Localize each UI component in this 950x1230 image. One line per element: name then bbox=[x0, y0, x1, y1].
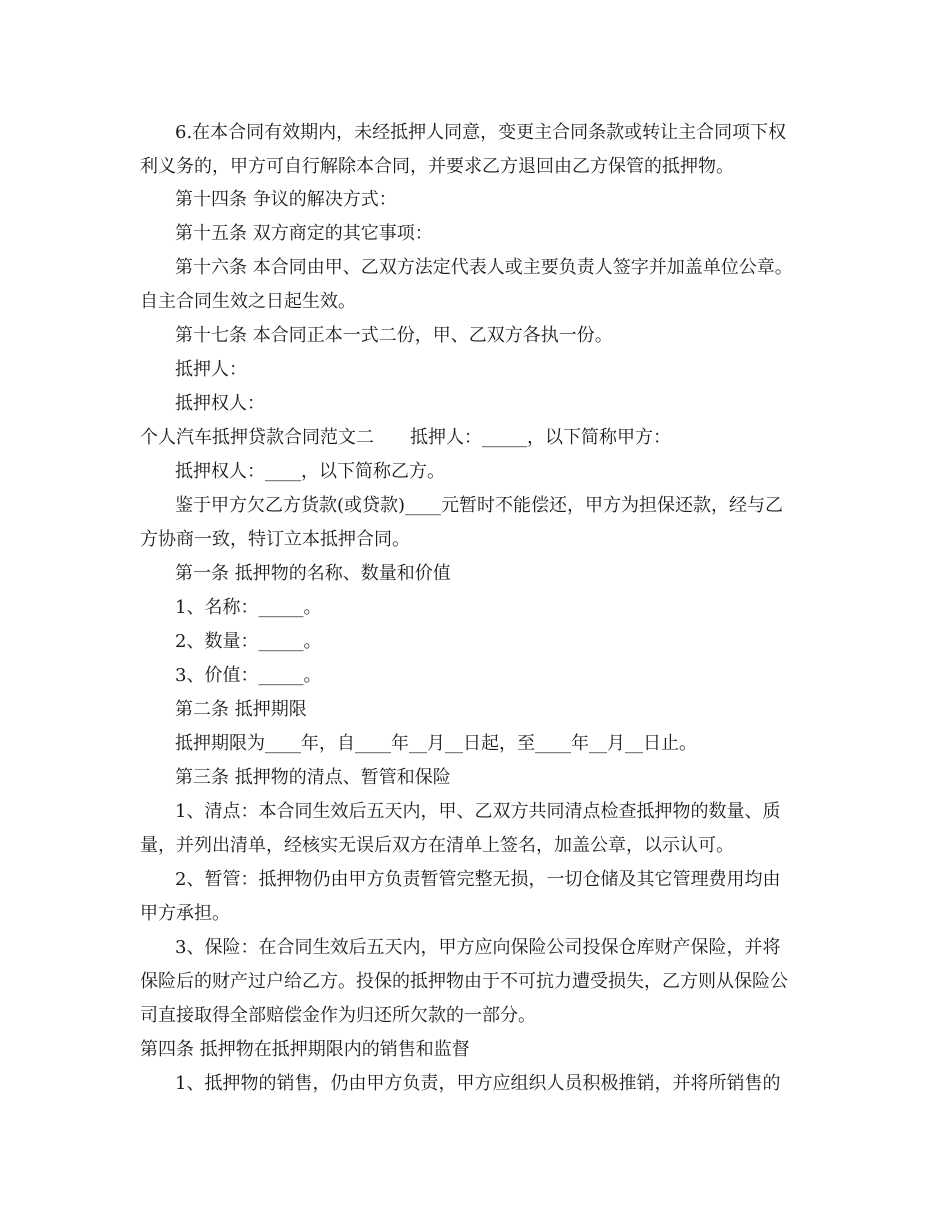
clause-heading: 第二条 抵押期限 bbox=[175, 699, 307, 720]
paragraph-line: 鉴于甲方欠乙方货款(或贷款)____元暂时不能偿还，甲方为担保还款，经与乙 bbox=[175, 495, 784, 516]
list-item: 2、数量：_____。 bbox=[175, 631, 322, 652]
paragraph-line: 方协商一致，特订立本抵押合同。 bbox=[140, 529, 410, 550]
paragraph-line: 抵押权人：____，以下简称乙方。 bbox=[175, 461, 445, 482]
paragraph-line: 2、暂管：抵押物仍由甲方负责暂管完整无损，一切仓储及其它管理费用均由 bbox=[175, 869, 781, 890]
paragraph-line: 甲方承担。 bbox=[140, 903, 230, 924]
clause-heading: 第十六条 本合同由甲、乙双方法定代表人或主要负责人签字并加盖单位公章。 bbox=[175, 257, 793, 278]
clause-heading: 第十四条 争议的解决方式： bbox=[175, 189, 397, 210]
signature-label: 抵押人： bbox=[175, 359, 247, 380]
paragraph-line: 3、保险：在合同生效后五天内，甲方应向保险公司投保仓库财产保险，并将 bbox=[175, 937, 781, 958]
paragraph-line: 司直接取得全部赔偿金作为归还所欠款的一部分。 bbox=[140, 1005, 536, 1026]
clause-heading: 第四条 抵押物在抵押期限内的销售和监督 bbox=[140, 1039, 470, 1060]
clause-heading: 第十七条 本合同正本一式二份，甲、乙双方各执一份。 bbox=[175, 325, 613, 346]
paragraph-line: 6.在本合同有效期内，未经抵押人同意，变更主合同条款或转让主合同项下权 bbox=[175, 122, 787, 143]
clause-heading: 第一条 抵押物的名称、数量和价值 bbox=[175, 563, 451, 584]
paragraph-line: 1、抵押物的销售，仍由甲方负责，甲方应组织人员积极推销，并将所销售的 bbox=[175, 1073, 781, 1094]
paragraph-line: 1、清点：本合同生效后五天内，甲、乙双方共同清点检查抵押物的数量、质 bbox=[175, 801, 781, 822]
clause-heading: 第十五条 双方商定的其它事项： bbox=[175, 223, 433, 244]
paragraph-line: 自主合同生效之日起生效。 bbox=[140, 291, 356, 312]
paragraph-line: 抵押期限为____年，自____年__月__日起，至____年__月__日止。 bbox=[175, 733, 697, 754]
clause-heading: 第三条 抵押物的清点、暂管和保险 bbox=[175, 767, 451, 788]
signature-label: 抵押权人： bbox=[175, 393, 265, 414]
section-title: 个人汽车抵押贷款合同范文二 抵押人：_____，以下简称甲方： bbox=[140, 427, 671, 448]
list-item: 3、价值：_____。 bbox=[175, 665, 322, 686]
paragraph-line: 量，并列出清单，经核实无误后双方在清单上签名，加盖公章，以示认可。 bbox=[140, 835, 734, 856]
paragraph-line: 利义务的，甲方可自行解除本合同，并要求乙方退回由乙方保管的抵押物。 bbox=[140, 156, 734, 177]
list-item: 1、名称：_____。 bbox=[175, 597, 322, 618]
paragraph-line: 保险后的财产过户给乙方。投保的抵押物由于不可抗力遭受损失，乙方则从保险公 bbox=[140, 971, 788, 992]
